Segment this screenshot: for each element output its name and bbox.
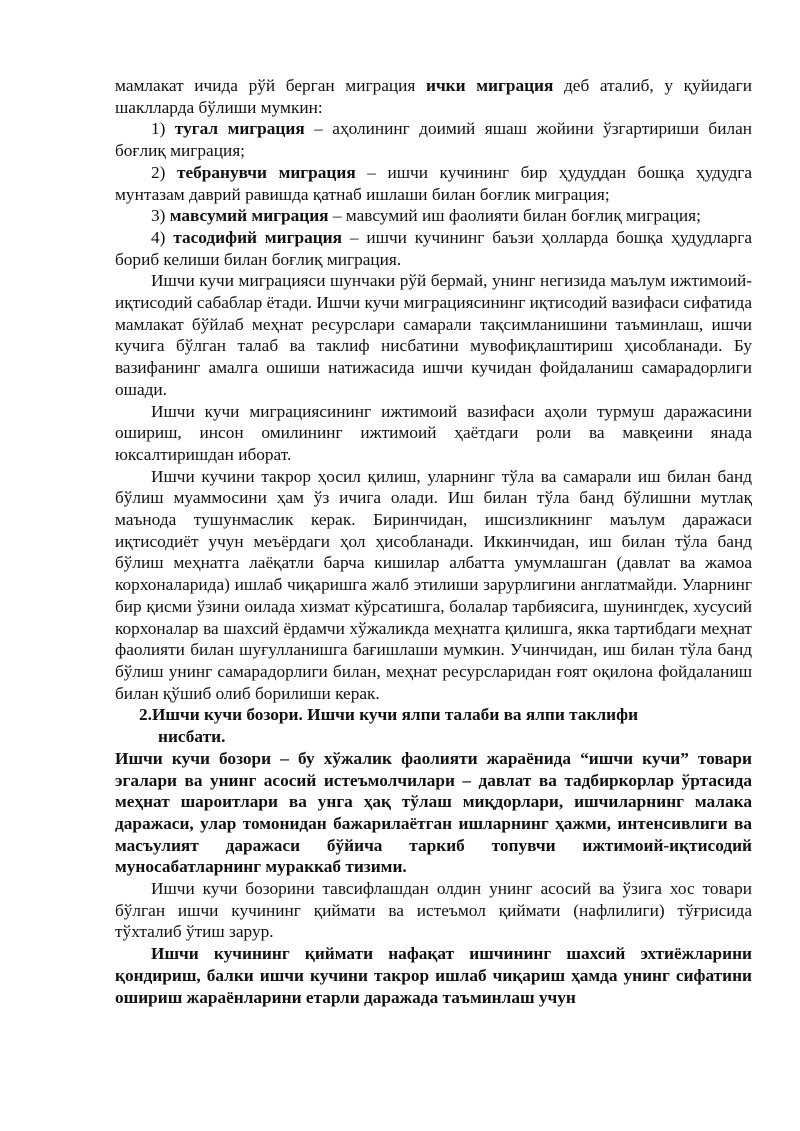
list-item-full-migration: 1) тугал миграция – аҳолининг доимий яшаш жойини ўзгартириши билан боғлиқ миграция; [115, 119, 753, 161]
list-item-random-migration: 4) тасодифий миграция – ишчи кучининг баъзи ҳолларда бошқа ҳудудларга бориб келиши билан боғлиқ миграция. [115, 227, 752, 269]
paragraph-labor-market-intro: Ишчи кучи бозорини тавсифлашдан олдин унинг асосий ва ўзига хос товари бўлган ишчи кучининг қиймати ва истеъмол қиймати (нафлилиги) тўғрисида тўхталиб ўтиш зарур. [115, 879, 752, 942]
paragraph-economic-function: Ишчи кучи миграцияси шунчаки рўй бермай, унинг негизида маълум ижтимоий-иқтисодий сабаблар ётади. Ишчи кучи миграциясининг иқтисодий вазифаси сифатида мамлакат бўйлаб меҳнат ресурслари самарали тақсимланишини таъминлаш, ишчи кучига бўлган талаб ва таклиф нисбатини мувофиқлаштириш ҳисобланади. Бу вазифанинг амалга ошиши натижасида ишчи кучидан фойдаланиш самарадорлиги ошади. [115, 271, 752, 399]
paragraph-full-employment: Ишчи кучини такрор ҳосил қилиш, уларнинг тўла ва самарали иш билан банд бўлиш муаммосини ҳам ўз ичига олади. Иш билан тўла банд бўлишни мутлақ маънода тушунмаслик керак. Биринчидан, ишсизликнинг маълум даражаси иқтисодиёт учун меъёрдаги ҳол ҳисобланади. Иккинчидан, иш билан тўла банд бўлиш меҳнатга лаёқатли барча кишилар албатта умумлашган (давлат ва жамоа корхоналарида) ишлаб чиқаришга жалб этилиши зарурлигини англатмайди. Уларнинг бир қисми ўзини оилада хизмат кўрсатишга, болалар тарбиясига, шунингдек, хусусий корхоналар ва шахсий ёрдамчи хўжаликда меҳнатга қилишга, якка тартибдаги меҳнат фаолияти билан шуғулланишга бағишлаши мумкин. Учинчидан, иш билан тўла банд бўлиш унинг самарадорлиги билан, меҳнат ресурсларидан ғоят оқилона фойдаланиш билан қўшиб олиб борилиши керак. [115, 466, 752, 703]
paragraph-labor-market-definition: Ишчи кучи бозори – бу хўжалик фаолияти жараёнида “ишчи кучи” товари эгалари ва унинг асосий истеъмолчилари – давлат ва тадбиркорлар ўртасида меҳнат шароитлари ва унга ҳақ тўлаш миқдорлари, ишчиларнинг малака даражаси, улар томонидан бажарилаётган ишларнинг ҳажми, интенсивлиги ва масъулият даражаси бўйича таркиб топувчи ижтимоий-иқтисодий муносабатларнинг мураккаб тизими. [115, 748, 752, 877]
section-heading [115, 704, 752, 747]
paragraph-labor-value: Ишчи кучининг қиймати нафақат ишчининг шахсий эхтиёжларини қондириш, балки ишчи кучини такрор ишлаб чиқариш ҳамда унинг сифатини ошириш жараёнларини етарли даражада таъминлаш учун [115, 944, 752, 1007]
paragraph-internal-migration: мамлакат ичида рўй берган миграция ички миграция деб аталиб, у қуйидаги шаклларда бўлиши мумкин: [115, 76, 752, 117]
term-random-migration: тасодифий миграция [173, 227, 342, 247]
section-heading-line2: нисбати. [158, 727, 226, 747]
section-heading-line1: 2.Ишчи кучи бозори. Ишчи кучи ялпи талаби ва ялпи таклифи [139, 705, 639, 725]
paragraph-social-function: Ишчи кучи миграциясининг ижтимоий вазифаси аҳоли турмуш даражасини ошириш, инсон омилининг ижтимоий ҳаётдаги роли ва мавқеини янада юксалтиришдан иборат. [115, 401, 752, 464]
term-internal-migration: ички миграция [425, 76, 554, 95]
list-item-pendulum-migration: 2) тебранувчи миграция – ишчи кучининг бир ҳудуддан бошқа ҳудудга мунтазам даврий равишда қатнаб ишлаши билан боғлик миграция; [115, 162, 753, 204]
term-seasonal-migration: мавсумий миграция [169, 206, 329, 226]
term-pendulum-migration: тебранувчи миграция [176, 162, 356, 182]
term-full-migration: тугал миграция [174, 119, 305, 139]
list-item-seasonal-migration: 3) мавсумий миграция – мавсумий иш фаолияти билан боғлиқ миграция; [151, 206, 701, 226]
